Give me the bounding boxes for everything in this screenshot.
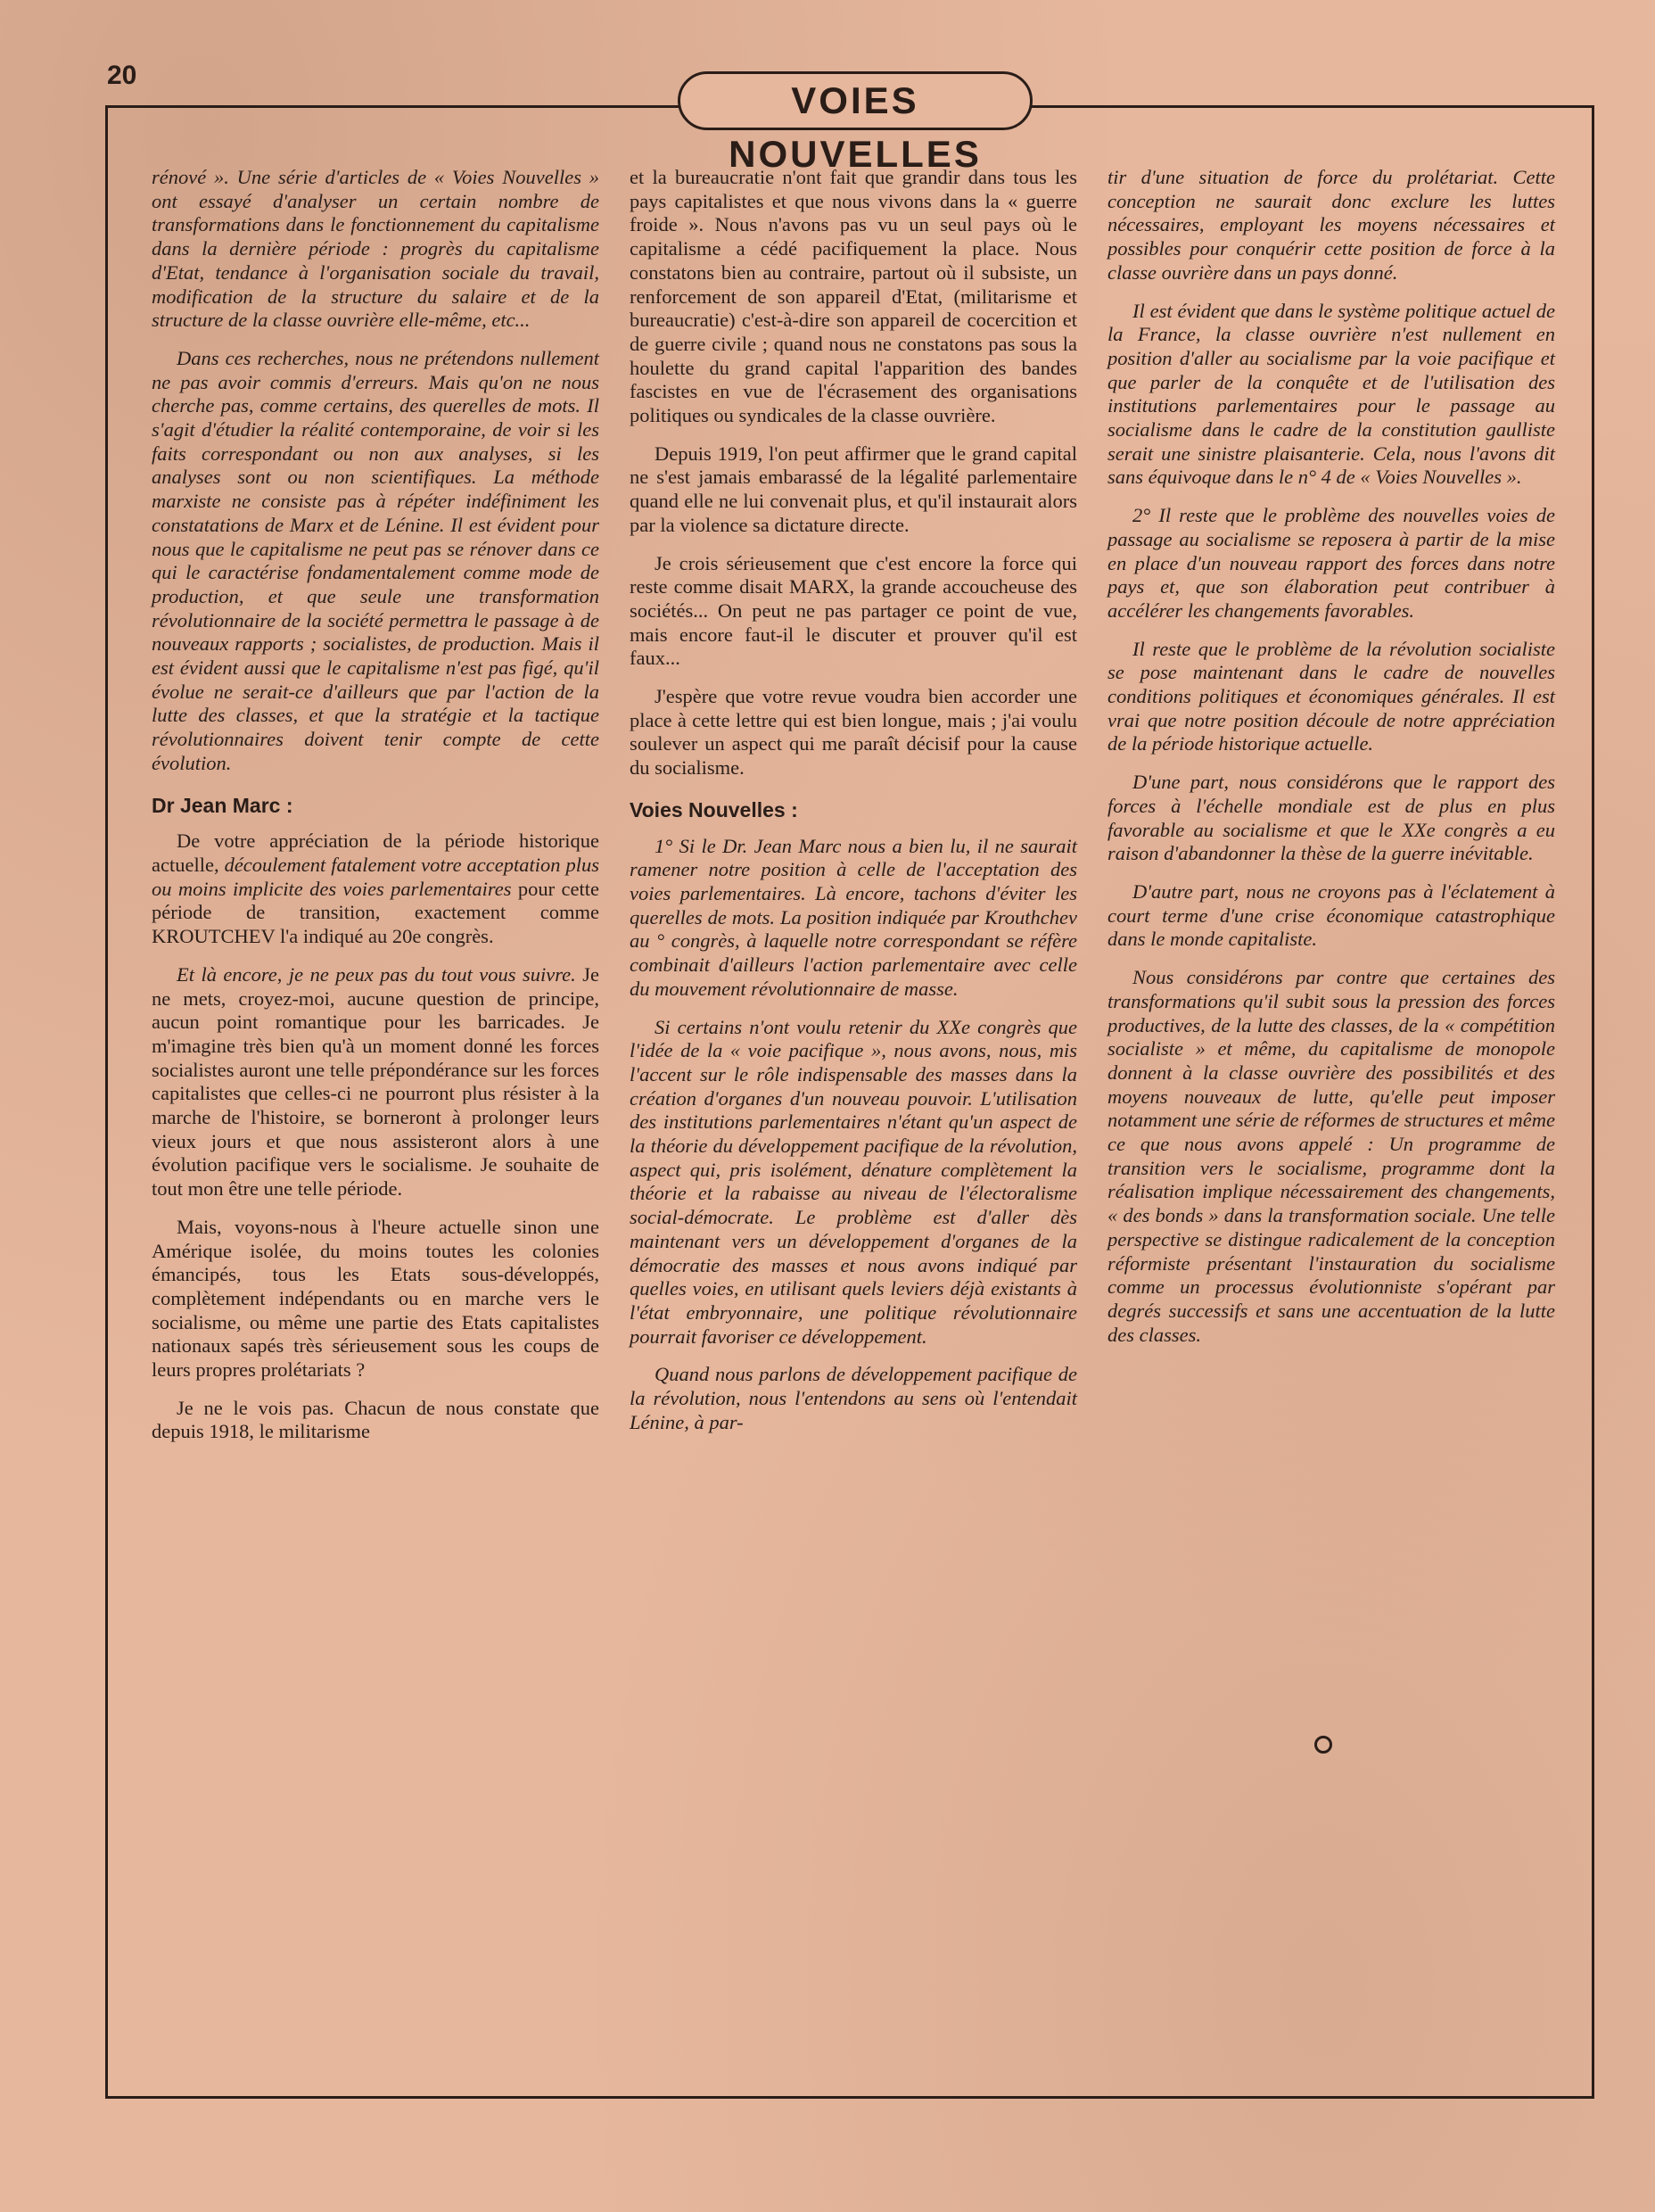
paragraph: Depuis 1919, l'on peut affirmer que le grand capital ne s'est jamais embarassé de la légalité parlementaire quand elle ne lui convenait plus, et qu'il instaurait alors par la violence sa dictature directe. <box>630 442 1077 536</box>
text-run: découlement fatalement votre acceptation plus ou moins implicite des voies parlementaires <box>152 853 600 900</box>
column-3 <box>1107 166 1555 1361</box>
paragraph: J'espère que votre revue voudra bien accorder une place à cette lettre qui est bien longue, mais ; j'ai voulu soulever un aspect qui me paraît décisif pour la cause du socialisme. <box>630 685 1077 780</box>
paragraph: 1° Si le Dr. Jean Marc nous a bien lu, il ne saurait ramener notre position à celle de l'acceptation des voies parlementaires. Là encore, tachons d'éviter les querelles de mots. La position indiquée par Krouthchev au ° congrès, à laquelle notre correspondant se réfère combinait d'ailleurs l'action parlementaire avec celle du mouvement révolutionnaire de masse. <box>630 834 1077 1000</box>
paragraph: 2° Il reste que le problème des nouvelles voies de passage au socialisme se reposera à partir de la mise en place d'un nouveau rapport des forces dans notre pays et, que son élaboration peut contribuer à accélérer les changements favorables. <box>1107 504 1555 622</box>
paragraph <box>152 830 599 949</box>
text-run: Et là encore, je ne peux pas du tout vous suivre. <box>177 962 576 986</box>
paragraph: rénové ». Une série d'articles de « Voies Nouvelles » ont essayé d'analyser un certain nombre de transformations dans le fonctionnement du capitalisme dans la dernière période : progrès du capitalisme d'Etat, tendance à l'organisation sociale du travail, modification de la structure du salaire et de la structure de la classe ouvrière elle-même, etc... <box>152 166 599 332</box>
paragraph: Mais, voyons-nous à l'heure actuelle sinon une Amérique isolée, du moins toutes les colonies émancipés, tous les Etats sous-développés, complètement indépendants ou en marche vers le socialisme, ou même une partie des Etats capitalistes nationaux sapés très sérieusement sous les coups de leurs propres prolétariats ? <box>152 1215 599 1382</box>
text-run: De votre appréciation de la période historique actuelle, <box>152 830 599 876</box>
paragraph: Je ne le vois pas. Chacun de nous constate que depuis 1918, le militarisme <box>152 1396 599 1443</box>
paragraph: D'une part, nous considérons que le rapport des forces à l'échelle mondiale est de plus en plus favorable au socialisme et que le XXe congrès a eu raison d'abandonner la thèse de la guerre inévitable. <box>1107 771 1555 865</box>
paragraph: D'autre part, nous ne croyons pas à l'éclatement à court terme d'une crise économique catastrophique dans le monde capitaliste. <box>1107 879 1555 951</box>
paragraph: Si certains n'ont voulu retenir du XXe congrès que l'idée de la « voie pacifique », nous avons, nous, mis l'accent sur le rôle indispensable des masses dans la création d'organes d'un nouveau pouvoir. L'utilisation des institutions parlementaires n'étant qu'un aspect de la théorie du développement pacifique de la révolution, aspect qui, pris isolément, dénature complètement la théorie et la rabaisse au niveau de l'électoralisme social-démocrate. Le problème est d'aller dès maintenant vers un développement d'organes de la démocratie des masses et nous avons indiqué par quelles voies, en utilisant quels leviers déjà existants à l'état embryonnaire, une politique révolutionnaire pourrait favoriser ce développement. <box>630 1015 1077 1348</box>
text-run: Je ne mets, croyez-moi, aucune question de principe, aucun point romantique pour les barricades. Je m'imagine très bien qu'à un moment donné les forces socialistes auront une telle prépondérance sur les forces capitalistes que celles-ci ne pourront plus résister à la marche de l'histoire, se borneront à prolonger leurs vieux jours et que nous assisteront alors à une évolution pacifique vers le socialisme. Je souhaite de tout mon être une telle période. <box>152 962 599 1201</box>
paragraph: Quand nous parlons de développement pacifique de la révolution, nous l'entendons au sens où l'entendait Lénine, à par- <box>630 1363 1077 1433</box>
paragraph: Dans ces recherches, nous ne prétendons nullement ne pas avoir commis d'erreurs. Mais qu'on ne nous cherche pas, comme certains, des querelles de mots. Il s'agit d'étudier la réalité contemporaine, de voir si les faits correspondant ou non aux analyses, si les analyses sont ou non scientifiques. La méthode marxiste ne consiste pas à répéter indéfiniment les constatations de Marx et de Lénine. Il est évident pour nous que le capitalisme ne peut pas se rénover dans ce qui le caractérise fondamentalement comme mode de production, et que seule une transformation révolutionnaire de la société permettra le passage à de nouveaux rapports ; socialistes, de production. Mais il est évident aussi que le capitalisme n'est pas figé, qu'il évolue ne serait-ce d'ailleurs que par l'action de la lutte des classes, et que la stratégie et la tactique révolutionnaires doivent tenir compte de cette évolution. <box>152 346 599 774</box>
paragraph <box>152 963 599 1201</box>
paragraph: Nous considérons par contre que certaines des transformations qu'il subit sous la pression des forces productives, de la lutte des classes, de la « compétition socialiste » et même, du capitalisme de monopole donnent à la classe ouvrière des possibilités et des moyens nouveaux de lutte, qu'elle peut imposer notamment une série de réformes de structures et même ce que nous avons appelé : Un programme de transition vers le socialisme, programme dont la réalisation implique nécessairement des changements, « des bonds » dans la transformation sociale. Une telle perspective se distingue radicalement de la conception réformiste présentant l'instauration du socialisme comme un processus évolutionniste s'opérant par degrés successifs et sans une accentuation de la lutte des classes. <box>1107 966 1555 1346</box>
page-number: 20 <box>107 61 137 90</box>
section-heading: Dr Jean Marc : <box>152 793 293 817</box>
column-1 <box>152 166 599 1458</box>
paragraph: Il est évident que dans le système politique actuel de la France, la classe ouvrière n'est nullement en position d'aller au socialisme par la voie pacifique et que parler de la conquête et de l'utilisation des institutions parlementaires pour le passage au socialisme dans le cadre de la constitution gaulliste serait une sinistre plaisanterie. Cela, nous l'avons dit sans équivoque dans le n° 4 de « Voies Nouvelles ». <box>1107 299 1555 489</box>
section-heading: Voies Nouvelles : <box>630 797 798 821</box>
paragraph: Il reste que le problème de la révolution socialiste se pose maintenant dans le cadre de nouvelles conditions politiques et économiques générales. Il est vrai que notre position découle de notre appréciation de la période historique actuelle. <box>1107 637 1555 755</box>
column-2 <box>630 166 1077 1449</box>
paragraph: et la bureaucratie n'ont fait que grandir dans tous les pays capitalistes et que nous vivons dans la « guerre froide ». Nous n'avons pas vu un seul pays où le capitalisme a cédé pacifiquement la place. Nous constatons bien au contraire, partout où il subsiste, un renforcement de son appareil d'Etat, (militarisme et bureaucratie) c'est-à-dire son appareil de cocercition et de guerre civile ; quand nous ne constatons pas sous la houlette du grand capital l'apparition des bandes fascistes en vue de l'écrasement des organisations politiques ou syndicales de la classe ouvrière. <box>630 166 1077 427</box>
masthead-title: VOIES NOUVELLES <box>678 71 1033 130</box>
end-of-article-mark <box>1314 1736 1332 1754</box>
text-run: pour cette période de transition, exactement comme KROUTCHEV l'a indiqué au 20e congrès. <box>152 877 599 948</box>
paragraph: tir d'une situation de force du prolétariat. Cette conception ne saurait donc exclure les luttes nécessaires, employant les moyens nécessaires et possibles pour conquérir cette position de force à la classe ouvrière dans un pays donné. <box>1107 166 1555 284</box>
paragraph: Je crois sérieusement que c'est encore la force qui reste comme disait MARX, la grande accoucheuse des sociétés... On peut ne pas partager ce point de vue, mais encore faut-il le discuter et prouver qu'il est faux... <box>630 551 1077 670</box>
